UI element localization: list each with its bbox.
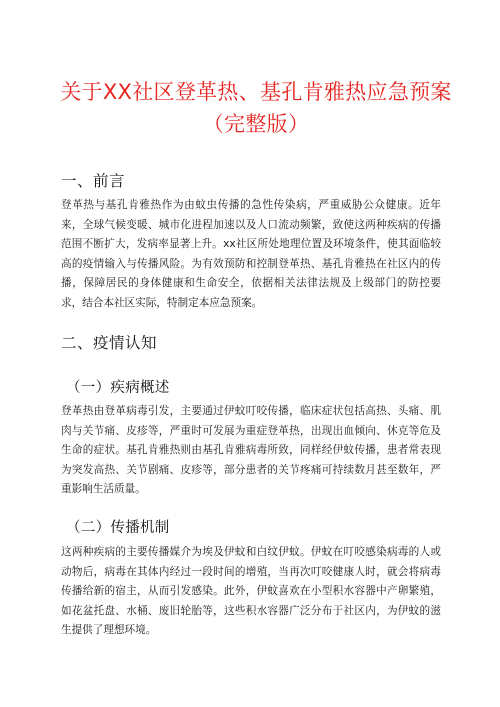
document-title: 关于XX社区登革热、基孔肯雅热应急预案（完整版） (60, 80, 452, 136)
preface-paragraph: 登革热与基孔肯雅热作为由蚊虫传播的急性传染病，严重威胁公众健康。近年来，全球气候变暖、城市化进程加速以及人口流动频繁，致使这两种疾病的传播范围不断扩大，发病率显著上升。xx社区所处地理位置及环境条件，使其面临较高的疫情输入与传播风险。为有效预防和控制登革热、基孔肯雅热在社区内的传播，保障居民的身体健康和生命安全，依据相关法律法规及上级部门的防控要求，结合本社区实际，特制定本应急预案。 (61, 199, 441, 309)
subsection-heading-transmission: （二）传播机制 (66, 520, 170, 536)
section-heading-preface: 一、前言 (61, 172, 126, 190)
subsection-heading-disease-overview: （一）疾病概述 (66, 380, 170, 396)
disease-overview-paragraph: 登革热由登革病毒引发，主要通过伊蚊叮咬传播，临床症状包括高热、头痛、肌肉与关节痛、皮疹等，严重时可发展为重症登革热，出现出血倾向、休克等危及生命的症状。基孔肯雅热则由基孔肯雅病毒所致，同样经伊蚊传播，患者常表现为突发高热、关节剧痛、皮疹等，部分患者的关节疼痛可持续数月甚至数年，严重影响生活质量。 (61, 405, 441, 496)
transmission-paragraph: 这两种疾病的主要传播媒介为埃及伊蚊和白纹伊蚊。伊蚊在叮咬感染病毒的人或动物后，病毒在其体内经过一段时间的增殖，当再次叮咬健康人时，就会将病毒传播给新的宿主，从而引发感染。此外，伊蚊喜欢在小型积水容器中产卵繁殖，如花盆托盘、水桶、废旧轮胎等，这些积水容器广泛分布于社区内，为伊蚊的滋生提供了理想环境。 (61, 546, 441, 637)
section-heading-epidemic-awareness: 二、疫情认知 (61, 334, 158, 352)
